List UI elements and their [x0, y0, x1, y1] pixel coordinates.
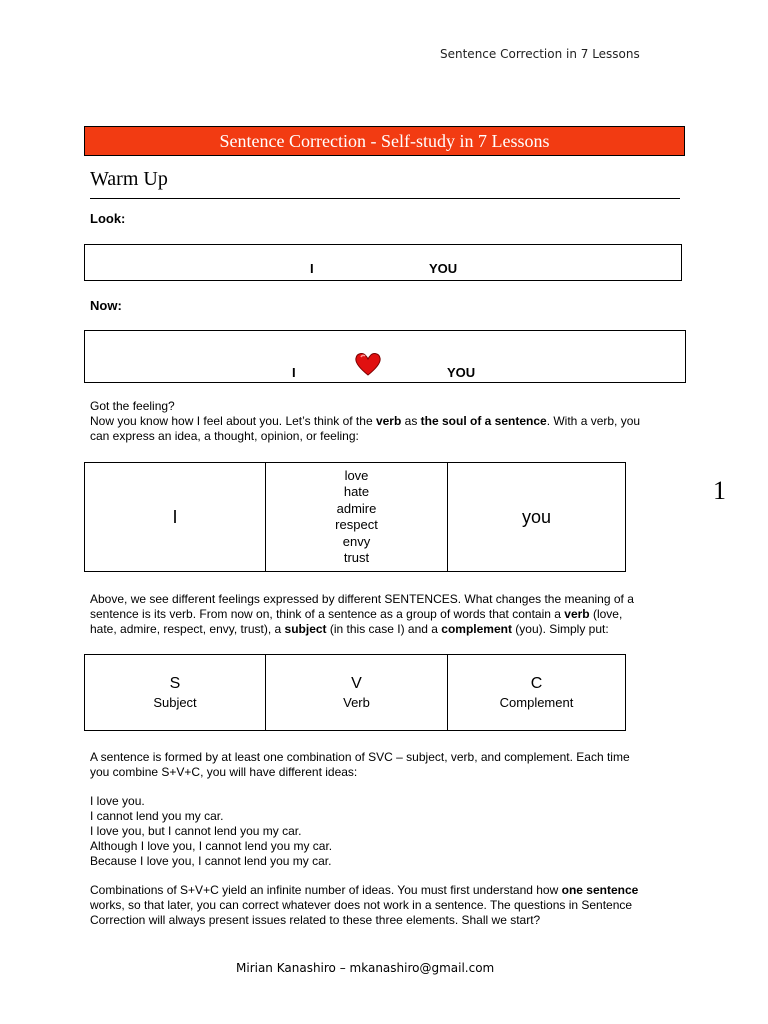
- page-number: 1: [713, 476, 726, 505]
- now-label: Now:: [90, 298, 122, 313]
- closing-line-3: Correction will always present issues related to these three elements. Shall we start?: [90, 913, 541, 927]
- verb-item: respect: [335, 517, 378, 532]
- explanation-paragraph: [90, 592, 670, 637]
- combination-line-1: A sentence is formed by at least one combination of SVC – subject, verb, and complement. Each time: [90, 750, 630, 764]
- svc-letter: S: [169, 675, 181, 692]
- look-subject: I: [310, 261, 314, 276]
- now-box: [84, 330, 686, 383]
- svc-word: Subject: [153, 695, 197, 710]
- example-sentence: Although I love you, I cannot lend you my car.: [90, 839, 333, 853]
- example-sentence: I love you.: [90, 794, 145, 808]
- explanation-line-2: sentence is its verb. From now on, think of a sentence as a group of words that contain a verb (love,: [90, 607, 623, 621]
- example-sentence: I love you, but I cannot lend you my car.: [90, 824, 302, 838]
- verb-item: trust: [343, 550, 370, 565]
- svc-cell-subject: [85, 655, 266, 731]
- svc-table: [84, 654, 626, 731]
- verbs-table: [84, 462, 626, 572]
- examples-list: [90, 794, 670, 869]
- combination-paragraph: [90, 750, 670, 780]
- look-label: Look:: [90, 211, 126, 226]
- closing-paragraph: [90, 883, 670, 928]
- banner-title: Sentence Correction - Self-study in 7 Lessons: [219, 130, 550, 151]
- example-sentence: I cannot lend you my car.: [90, 809, 224, 823]
- running-title: Sentence Correction in 7 Lessons: [440, 47, 640, 61]
- verbs-table-verbs: [266, 463, 448, 572]
- now-subject: I: [292, 365, 296, 380]
- verbs-table-subject: I: [85, 463, 266, 572]
- svc-letter: V: [351, 675, 362, 692]
- now-object: YOU: [447, 365, 476, 380]
- section-title: Warm Up: [90, 168, 168, 190]
- svc-cell-verb: [266, 655, 448, 731]
- heart-icon: [354, 351, 382, 382]
- closing-line-2: works, so that later, you can correct whatever does not work in a sentence. The questions in Sentence: [90, 898, 633, 912]
- explanation-line-1: Above, we see different feelings expressed by different SENTENCES. What changes the meaning of a: [90, 592, 634, 606]
- example-sentence: Because I love you, I cannot lend you my car.: [90, 854, 332, 868]
- intro-line-3: can express an idea, a thought, opinion, or feeling:: [90, 429, 359, 443]
- closing-line-1: Combinations of S+V+C yield an infinite number of ideas. You must first understand how one sentence: [90, 883, 639, 897]
- combination-line-2: you combine S+V+C, you will have different ideas:: [90, 765, 358, 779]
- intro-line-1: Got the feeling?: [90, 399, 175, 413]
- verb-item: hate: [343, 484, 370, 499]
- verb-item: love: [344, 467, 369, 483]
- svc-letter: C: [530, 675, 543, 692]
- svc-word: Verb: [343, 695, 370, 710]
- svc-cell-complement: [448, 655, 626, 731]
- look-object: YOU: [429, 261, 458, 276]
- look-box: [84, 244, 682, 281]
- svc-word: Complement: [499, 695, 574, 710]
- verbs-table-complement: you: [448, 463, 626, 572]
- title-banner: [84, 126, 685, 156]
- explanation-line-3: hate, admire, respect, envy, trust), a subject (in this case I) and a complement (you). Simply put:: [90, 622, 609, 636]
- section-divider: [90, 198, 680, 199]
- verb-item: admire: [336, 500, 377, 516]
- verb-item: envy: [342, 533, 371, 549]
- footer-author: Mirian Kanashiro – mkanashiro@gmail.com: [236, 961, 495, 975]
- intro-line-2: Now you know how I feel about you. Let’s think of the verb as the soul of a sentence. With a verb, you: [90, 414, 641, 428]
- intro-paragraph: [90, 399, 670, 444]
